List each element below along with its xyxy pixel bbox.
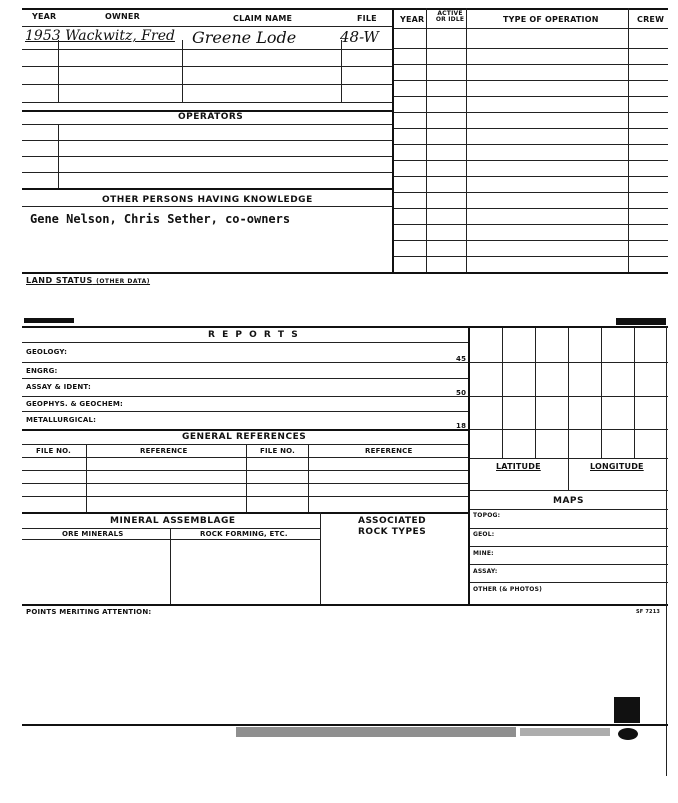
scan-artifact (616, 318, 666, 325)
top-border (22, 8, 668, 10)
scan-artifact (24, 318, 74, 323)
col-header-crew: CREW (637, 15, 665, 24)
scan-artifact-square (614, 697, 640, 723)
scan-noise-band (236, 727, 516, 737)
scan-artifact-blob (618, 728, 638, 740)
report-assay-ident: ASSAY & IDENT: (26, 383, 92, 391)
col-header-year-2: YEAR (400, 15, 425, 24)
operators-title: OPERATORS (178, 112, 244, 122)
col-file-no: FILE NO. (36, 447, 71, 455)
report-metallurgical: METALLURGICAL: (26, 416, 97, 424)
maps-topog: TOPOG: (473, 512, 501, 519)
col-header-owner: OWNER (105, 12, 140, 21)
report-geology-num: 45 (456, 355, 467, 363)
other-persons-title: OTHER PERSONS HAVING KNOWLEDGE (102, 195, 313, 205)
longitude-label: LONGITUDE (590, 462, 644, 471)
maps-other-photos: OTHER (& PHOTOS) (473, 586, 543, 593)
other-persons-value: Gene Nelson, Chris Sether, co-owners (30, 212, 291, 226)
associated-rock-types-line1: ASSOCIATED (358, 516, 427, 526)
latitude-label: LATITUDE (496, 462, 541, 471)
form-number: SF 7213 (636, 609, 661, 615)
report-engrg: ENGRG: (26, 367, 58, 375)
col-reference-2: REFERENCE (365, 447, 413, 455)
col-reference: REFERENCE (140, 447, 188, 455)
report-metallurgical-num: 18 (456, 422, 467, 430)
col-header-year: YEAR (32, 12, 57, 21)
maps-assay: ASSAY: (473, 568, 498, 575)
maps-mine: MINE: (473, 550, 494, 557)
col-header-file: FILE (357, 14, 377, 23)
report-assay-num: 50 (456, 389, 467, 397)
maps-geol: GEOL: (473, 531, 495, 538)
col-header-claim-name: CLAIM NAME (233, 14, 293, 23)
entry-file: 48-W (340, 28, 379, 46)
ore-minerals-header: ORE MINERALS (62, 530, 124, 538)
header-underline-right (394, 28, 668, 29)
points-meriting-title: POINTS MERITING ATTENTION: (26, 608, 152, 616)
report-geophys-geochem: GEOPHYS. & GEOCHEM: (26, 400, 124, 408)
col-header-type-of-operation: TYPE OF OPERATION (503, 15, 599, 24)
entry-year-owner: 1953 Wackwitz, Fred (25, 28, 175, 44)
report-geology: GEOLOGY: (26, 348, 68, 356)
col-header-active-or-idle: ACTIVE OR IDLE (435, 10, 465, 23)
scan-noise-line (22, 724, 668, 726)
scan-noise-band-2 (520, 728, 610, 736)
header-underline (22, 26, 394, 27)
col-file-no-2: FILE NO. (260, 447, 295, 455)
reports-title: R E P O R T S (208, 330, 300, 340)
maps-title: MAPS (553, 496, 584, 506)
entry-claim-name: Greene Lode (192, 28, 297, 47)
land-status-title: LAND STATUS (OTHER DATA) (26, 276, 151, 285)
rock-forming-header: ROCK FORMING, ETC. (200, 530, 288, 538)
mineral-assemblage-title: MINERAL ASSEMBLAGE (110, 516, 236, 526)
associated-rock-types-line2: ROCK TYPES (358, 527, 427, 537)
general-references-title: GENERAL REFERENCES (182, 432, 307, 442)
